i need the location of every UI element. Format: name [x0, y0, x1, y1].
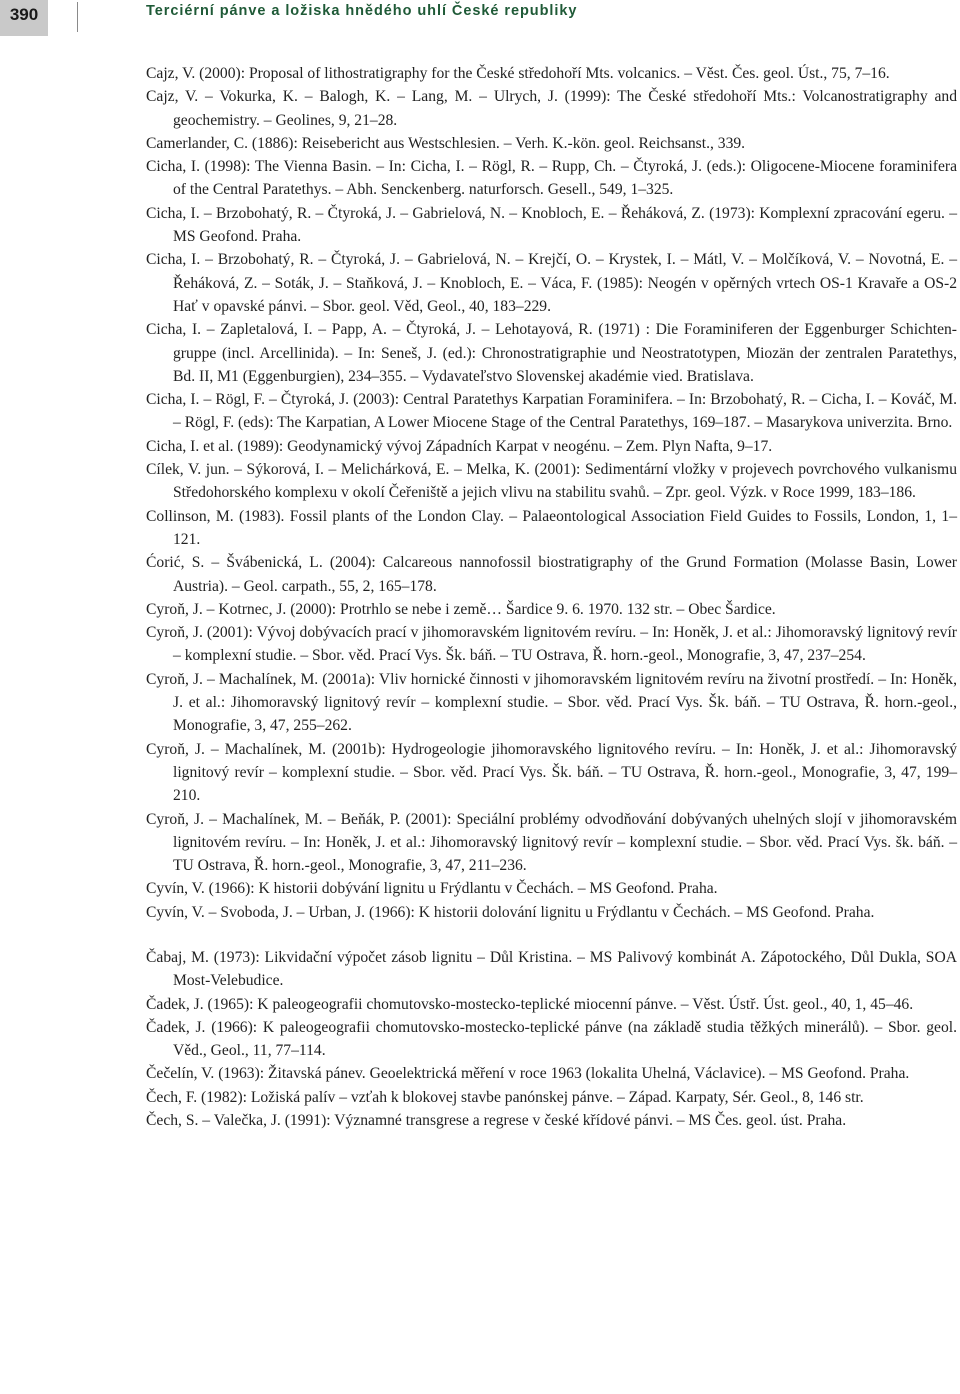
reference-item: Cicha, I. et al. (1989): Geodynamický vývoj Západních Karpat v neogénu. – Zem. Plyn Nafta, 9–17.: [146, 437, 773, 455]
reference-item: Cajz, V. (2000): Proposal of lithostratigraphy for the České středohoří Mts. volcanics. – Věst. Čes. geol. Úst., 75, 7–16.: [146, 65, 890, 82]
reference-item: Camerlander, C. (1886): Reisebericht aus Westschlesien. – Verh. K.-kön. geol. Reichsanst., 339.: [146, 134, 746, 152]
reference-item: Cyroň, J. (2001): Vývoj dobývacích prací v jihomoravském lignitovém revíru. – In: Honěk, J. et al.: Jihomoravský lignitový revír – komplexní studie. – Sbor. věd. Prací Vys. Šk. báň. – TU Ostrava, Ř. horn.-geol., Monografie, 3, 47, 237–254.: [146, 624, 957, 665]
reference-item: Cyroň, J. – Machalínek, M. – Beňák, P. (2001): Speciální problémy odvodňování dobývaných uhelných slojí v jihomoravském lignitovém revíru. – In: Honěk, J. et al.: Jihomoravský lignitový revír – komplexní studie. – Sbor. věd. Prací Vys. šk. báň. – TU Ostrava, Ř. horn.-geol., Monografie, 3, 47, 211–236.: [146, 810, 957, 875]
reference-item: Collinson, M. (1983). Fossil plants of the London Clay. – Palaeontological Association Field Guides to Fossils, London, 1, 1–121.: [146, 507, 957, 548]
letter-group-gap: [146, 924, 957, 946]
reference-item: Cicha, I. – Brzobohatý, R. – Čtyroká, J. – Gabrielová, N. – Knobloch, E. – Řeháková, Z. (1973): Komplexní zpracování egeru. – MS Geofond. Praha.: [146, 204, 957, 246]
reference-item: Cicha, I. (1998): The Vienna Basin. – In: Cicha, I. – Rögl, R. – Rupp, Ch. – Čtyroká, J. (eds.): Oligocene-Miocene foraminifera of the Central Paratethys. – Abh. Senckenberg. naturforsch. Gesell., 549, 1–325.: [146, 158, 957, 199]
reference-item: Čech, F. (1982): Ložiská palív – vzťah k blokovej stavbe panónskej pánve. – Západ. Karpaty, Sér. Geol., 8, 146 str.: [146, 1088, 864, 1106]
reference-item: Cyvín, V. – Svoboda, J. – Urban, J. (1966): K historii dolování lignitu u Frýdlantu v Čechách. – MS Geofond. Praha.: [146, 903, 875, 921]
reference-item: Cyroň, J. – Machalínek, M. (2001b): Hydrogeologie jihomoravského lignitového revíru. – In: Honěk, J. et al.: Jihomoravský lignitový revír – komplexní studie. – Sbor. věd. Prací Vys. Šk. báň. – TU Ostrava, Ř. horn.-geol., Monografie, 3, 47, 199–210.: [146, 740, 957, 805]
reference-item: Cyroň, J. – Machalínek, M. (2001a): Vliv hornické činnosti v jihomoravském lignitovém revíru na životní prostředí. – In: Honěk, J. et al.: Jihomoravský lignitový revír – komplexní studie. – Sbor. věd. Prací Vys. Šk. báň. – TU Ostrava, Ř. horn.-geol., Monografie, 3, 47, 255–262.: [146, 670, 957, 735]
reference-item: Čadek, J. (1965): K paleogeografii chomutovsko-mostecko-teplické miocenní pánve. – Věst. Ústř. Úst. geol., 40, 1, 45–46.: [146, 995, 914, 1013]
header-divider: [77, 2, 78, 32]
running-title: Terciérní pánve a ložiska hnědého uhlí České republiky: [146, 3, 578, 19]
reference-item: Ćorić, S. – Švábenická, L. (2004): Calcareous nannofossil biostratigraphy of the Grund Formation (Molasse Basin, Lower Austria). – Geol. carpath., 55, 2, 165–178.: [146, 554, 957, 595]
reference-item: Cicha, I. – Brzobohatý, R. – Čtyroká, J. – Gabrielová, N. – Krejčí, O. – Krystek, I. – Mátl, V. – Molčíková, V. – Novotná, E. – Řeháková, Z. – Soták, J. – Staňková, J. – Knobloch, E. – Váca, F. (1985): Neogén v opěrných vrtech OS-1 Kravaře a OS-2 Hať v opavské pánvi. – Sbor. geol. Věd, Geol., 40, 183–229.: [146, 251, 957, 315]
reference-item: Cicha, I. – Zapletalová, I. – Papp, A. – Čtyroká, J. – Lehotayová, R. (1971) : Die Foraminiferen der Eggenburger Schichten-gruppe (incl. Arcellinida). – In: Seneš, J. (ed.): Chronostratigraphie und Neostratotypen, Miozän der zentralen Paratethys, Bd. II, M1 (Eggenburgien), 234–355. – Vydavateľstvo Slovenskej akadémie vied. Bratislava.: [146, 321, 957, 385]
reference-item: Čadek, J. (1966): K paleogeografii chomutovsko-mostecko-teplické pánve (na základě studia těžkých minerálů). – Sbor. geol. Věd., Geol., 11, 77–114.: [146, 1018, 957, 1060]
reference-item: Cílek, V. jun. – Sýkorová, I. – Melichárková, E. – Melka, K. (2001): Sedimentární vložky v projevech povrchového vulkanismu Středohorského komplexu v okolí Čeřeniště a jejich vlivu na stabilitu svahů. – Zpr. geol. Výzk. v Roce 1999, 183–186.: [146, 461, 957, 502]
reference-item: Čabaj, M. (1973): Likvidační výpočet zásob lignitu – Důl Kristina. – MS Palivový kombinát A. Zápotockého, Důl Dukla, SOA Most-Velebudice.: [146, 948, 957, 990]
reference-item: Cyroň, J. – Kotrnec, J. (2000): Protrhlo se nebe i země… Šardice 9. 6. 1970. 132 str. – Obec Šardice.: [146, 600, 776, 618]
reference-item: Cajz, V. – Vokurka, K. – Balogh, K. – Lang, M. – Ulrych, J. (1999): The České středohoří Mts.: Volcanostratigraphy and geochemistry. – Geolines, 9, 21–28.: [146, 88, 957, 129]
page-number-box: [0, 0, 48, 36]
reference-item: Čečelín, V. (1963): Žitavská pánev. Geoelektrická měření v roce 1963 (lokalita Uhelná, Václavice). – MS Geofond. Praha.: [146, 1065, 910, 1083]
reference-item: Čech, S. – Valečka, J. (1991): Významné transgrese a regrese v české křídové pánvi. – MS Čes. geol. úst. Praha.: [146, 1112, 847, 1130]
page-number: 390: [9, 5, 39, 24]
reference-item: Cicha, I. – Rögl, F. – Čtyroká, J. (2003): Central Paratethys Karpatian Foraminifera. – In: Brzobohatý, R. – Cicha, I. – Kováč, M. – Rögl, F. (eds): The Karpatian, A Lower Miocene Stage of the Central Paratethys, 169–187. – Masarykova univerzita. Brno.: [146, 391, 957, 432]
reference-item: Cyvín, V. (1966): K historii dobývání lignitu u Frýdlantu v Čechách. – MS Geofond. Praha.: [146, 880, 718, 898]
reference-list: [146, 62, 957, 1132]
